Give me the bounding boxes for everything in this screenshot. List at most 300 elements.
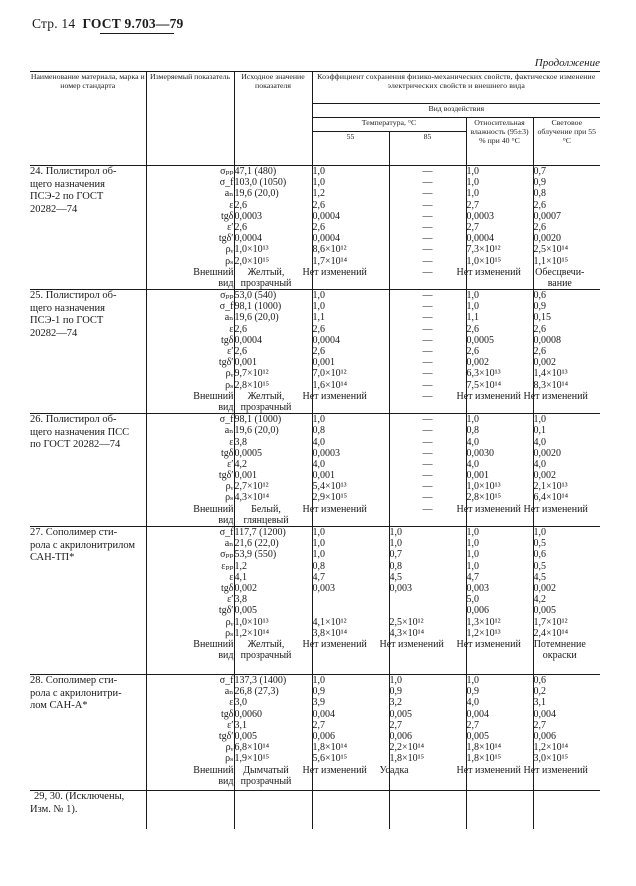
page-label: Стр. 14	[32, 16, 76, 31]
value-line: 1,1	[466, 312, 479, 324]
indicator-symbol: tgδ′	[218, 605, 234, 617]
value-line: 1,0	[466, 177, 479, 189]
empty-cell	[533, 791, 600, 829]
value-line: Обесцвечи-	[535, 266, 585, 278]
t85-value-cell	[379, 527, 466, 675]
col-header-exposure: Вид воздействия	[312, 104, 600, 118]
value-line: Белый,	[251, 503, 281, 515]
value-line: 2,8×10¹⁵	[234, 379, 270, 391]
value-line: 1,0×10¹³	[234, 244, 269, 256]
footnote-row	[30, 791, 600, 829]
value-line: 2,6	[466, 323, 479, 335]
light-value-cell	[533, 166, 600, 290]
indicator-symbol: Внешний	[193, 266, 234, 278]
value-line: 1,8×10¹⁴	[466, 742, 502, 754]
col-header-temperature: Температура, °C	[312, 118, 466, 132]
value-line: 0,003	[466, 582, 489, 594]
value-line: 0,0020	[533, 447, 561, 459]
value-line: —	[422, 357, 433, 369]
value-line: 2,6	[312, 346, 325, 357]
indicator-symbol: вид	[218, 514, 234, 526]
value-line: 2,6	[533, 221, 546, 233]
value-line	[390, 594, 466, 605]
value-line	[534, 776, 601, 787]
value-line: 1,0×10¹³	[234, 616, 269, 628]
material-name-line: щего назначения	[30, 302, 105, 314]
value-line: 0,8	[533, 188, 546, 200]
value-line: Желтый,	[247, 266, 285, 278]
indicator-symbol: tgδ	[221, 447, 234, 459]
indicator-symbol: σₚₚ	[220, 549, 234, 561]
value-line: 4,2	[234, 458, 247, 470]
value-line: 0,8	[312, 560, 325, 572]
value-line: —	[422, 244, 433, 256]
value-line	[313, 650, 389, 661]
value-line: 1,4×10¹³	[533, 368, 568, 380]
table-row	[30, 527, 600, 675]
value-line: —	[422, 199, 433, 211]
indicator-symbol: ρᵥ	[225, 244, 234, 256]
value-line: Нет изменений	[302, 764, 367, 776]
value-line: 4,0	[312, 458, 325, 470]
value-line: —	[422, 255, 433, 267]
indicator-symbol: Внешний	[193, 638, 234, 650]
indicator-symbol: ε′	[227, 346, 234, 357]
indicator-cell	[146, 166, 234, 290]
value-line: окраски	[542, 650, 577, 662]
value-line: Нет изменений	[302, 638, 367, 650]
value-line: Усадка	[379, 764, 409, 776]
value-line: 0,6	[533, 675, 546, 686]
indicator-symbol: εₚₚ	[221, 560, 234, 572]
value-line: 2,6	[234, 346, 247, 357]
value-line: 4,1	[234, 571, 247, 583]
value-line: Желтый,	[247, 390, 285, 402]
empty-cell	[312, 791, 389, 829]
value-line: 1,0	[466, 549, 479, 561]
value-line: 19,6 (20,0)	[234, 312, 279, 324]
indicator-symbol: ρᵥ	[225, 742, 234, 754]
value-line: 2,4×10¹⁴	[533, 627, 569, 639]
value-line: 2,6	[312, 221, 325, 233]
value-line: 0,0030	[466, 447, 494, 459]
value-line: 1,3×10¹²	[466, 616, 501, 628]
value-line: 1,0	[466, 166, 479, 177]
value-line: Нет изменений	[456, 390, 521, 402]
indicator-symbol: aₙ	[224, 686, 234, 698]
value-line: 0,0007	[533, 210, 561, 222]
value-line: —	[422, 481, 433, 493]
value-line: 0,005	[389, 708, 412, 720]
indicator-symbol: ρₛ	[225, 627, 234, 639]
value-line: 0,7	[533, 166, 546, 177]
value-line: 4,0	[466, 458, 479, 470]
initial-value-cell	[234, 675, 312, 791]
value-line: 3,9	[312, 697, 325, 709]
value-line: 0,0004	[312, 210, 340, 222]
indicator-symbol: tgδ′	[218, 470, 234, 482]
indicator-symbol: tgδ	[221, 582, 234, 594]
value-line: 0,1	[533, 425, 546, 437]
indicator-symbol: ρₛ	[225, 753, 234, 765]
value-line: 0,006	[466, 605, 489, 617]
value-line: 0,9	[312, 686, 325, 698]
value-line: 0,5	[533, 560, 546, 572]
col-header-material: Наименование материала, марка и номер стандарта	[30, 72, 146, 166]
value-line: 2,6	[234, 323, 247, 335]
value-line: 1,0	[466, 560, 479, 572]
value-line: —	[422, 346, 433, 357]
value-line: 1,9×10¹⁵	[234, 753, 270, 765]
value-line: 0,002	[234, 582, 257, 594]
value-line: 2,7	[389, 719, 402, 731]
continuation-label: Продолжение	[534, 57, 600, 69]
t85-value-cell	[389, 290, 466, 414]
indicator-symbol: tgδ	[221, 708, 234, 720]
value-line: 3,1	[533, 697, 546, 709]
material-name-line: рола с акрилонитри-	[30, 687, 122, 699]
value-line: 6,4×10¹⁴	[533, 492, 569, 504]
value-line: 1,0	[466, 301, 479, 313]
value-line: —	[422, 266, 433, 278]
value-line: 0,001	[312, 357, 335, 369]
value-line: 4,0	[533, 458, 546, 470]
value-line: 1,0	[389, 675, 402, 686]
material-name-line: 27. Сополимер сти-	[30, 527, 118, 538]
value-line: 3,1	[234, 719, 247, 731]
indicator-symbol: ε	[229, 436, 234, 448]
indicator-symbol: ρᵥ	[225, 616, 234, 628]
value-line: 4,1×10¹²	[312, 616, 347, 628]
indicator-symbol: σ_f	[219, 675, 234, 686]
value-line: 1,0	[312, 290, 325, 302]
table-row	[30, 675, 600, 791]
indicator-symbol: ε′	[227, 594, 234, 606]
value-line: 1,0	[312, 301, 325, 313]
value-line: 3,0	[234, 697, 247, 709]
value-line: 0,001	[466, 470, 489, 482]
value-line: 1,0	[389, 527, 402, 538]
value-line: 1,2×10¹³	[466, 627, 501, 639]
excluded-note-line: 29, 30. (Исключены,	[34, 791, 125, 802]
value-line: 1,0	[466, 675, 479, 686]
value-line: 2,0×10¹⁵	[234, 255, 270, 267]
t55-value-cell	[302, 290, 389, 414]
value-line: 2,6	[533, 323, 546, 335]
value-line: Дымчатый	[243, 764, 289, 776]
indicator-symbol: ε	[229, 571, 234, 583]
value-line: 2,6	[466, 346, 479, 357]
value-line: —	[422, 301, 433, 313]
indicator-symbol: ε′	[227, 719, 234, 731]
value-line: 6,3×10¹³	[466, 368, 501, 380]
value-line: —	[422, 425, 433, 437]
indicator-cell	[146, 675, 234, 791]
value-line: 103,0 (1050)	[234, 177, 287, 189]
value-line: 3,2	[389, 697, 402, 709]
value-line	[313, 402, 389, 413]
value-line	[467, 402, 533, 413]
value-line: 4,0	[466, 436, 479, 448]
value-line: 2,6	[234, 199, 247, 211]
light-value-cell	[523, 675, 600, 791]
value-line: 0,0003	[466, 210, 494, 222]
empty-cell	[234, 791, 312, 829]
value-line: 0,0004	[234, 334, 262, 346]
material-name-cell	[30, 675, 146, 791]
value-line: 0,9	[533, 177, 546, 189]
value-line: 0,006	[533, 730, 556, 742]
value-line: 1,7×10¹²	[533, 616, 568, 628]
value-line: 2,6	[312, 199, 325, 211]
value-line: прозрачный	[240, 775, 292, 787]
value-line: 0,0008	[533, 334, 561, 346]
material-name-line: по ГОСТ 20282—74	[30, 439, 121, 451]
value-line: 26,8 (27,3)	[234, 686, 279, 698]
value-line: 0,8	[312, 425, 325, 437]
material-name-line: лом САН-А*	[30, 700, 88, 711]
value-line: —	[422, 290, 433, 302]
value-line: 3,8×10¹⁴	[312, 627, 348, 639]
indicator-symbol: ε′	[227, 458, 234, 470]
value-line: 19,6 (20,0)	[234, 188, 279, 200]
empty-cell	[146, 791, 234, 829]
value-line: 0,8	[389, 560, 402, 572]
indicator-cell	[146, 290, 234, 414]
value-line: 0,0004	[234, 233, 262, 245]
value-line: 1,1	[312, 312, 325, 324]
indicator-symbol: ε′	[227, 221, 234, 233]
standard-number: ГОСТ 9.703—79	[82, 16, 184, 31]
value-line: 0,002	[533, 357, 556, 369]
value-line: —	[422, 503, 433, 515]
value-line: 0,7	[389, 549, 402, 561]
value-line: 1,2	[312, 188, 325, 200]
light-value-cell	[533, 527, 600, 675]
value-line: 2,2×10¹⁴	[389, 742, 425, 754]
value-line: —	[422, 210, 433, 222]
value-line: 47,1 (480)	[234, 166, 277, 177]
value-line: прозрачный	[240, 401, 292, 413]
value-line: 1,0	[533, 414, 546, 426]
value-line: 4,3×10¹⁴	[234, 492, 270, 504]
value-line: 0,0005	[466, 334, 494, 346]
t85-value-cell	[389, 166, 466, 290]
value-line: 0,6	[533, 549, 546, 561]
value-line	[313, 594, 389, 605]
value-line	[390, 650, 466, 661]
value-line: —	[422, 414, 433, 426]
t55-value-cell	[302, 527, 389, 675]
value-line: Нет изменений	[456, 503, 521, 515]
value-line: 2,8×10¹⁵	[466, 492, 502, 504]
value-line: 0,004	[466, 708, 489, 720]
indicator-symbol: ε	[229, 199, 234, 211]
value-line: 0,0004	[466, 233, 494, 245]
value-line: 1,0	[389, 538, 402, 550]
material-name-cell	[30, 166, 146, 290]
value-line: Нет изменений	[456, 638, 521, 650]
indicator-symbol: вид	[218, 277, 234, 289]
value-line: прозрачный	[240, 277, 292, 289]
value-line: 8,3×10¹⁴	[533, 379, 569, 391]
value-line: Нет изменений	[456, 266, 521, 278]
material-name-cell	[30, 414, 146, 527]
value-line: 0,005	[466, 730, 489, 742]
initial-value-cell	[234, 527, 312, 675]
value-line: Нет изменений	[456, 764, 521, 776]
material-name-line: рола с акрилонитрилом	[30, 539, 136, 551]
header-rule	[100, 33, 174, 34]
value-line: 0,003	[312, 582, 335, 594]
indicator-symbol: ε	[229, 323, 234, 335]
value-line: 0,005	[533, 605, 556, 617]
value-line: 1,0	[312, 549, 325, 561]
value-line: 2,6	[533, 199, 546, 211]
value-line: 0,6	[533, 290, 546, 302]
value-line	[390, 402, 466, 413]
value-line	[390, 776, 466, 787]
value-line: 0,0060	[234, 708, 262, 720]
value-line: 1,0	[533, 527, 546, 538]
value-line: 2,7	[533, 719, 546, 731]
material-name-line: щего назначения ПСС	[30, 426, 130, 438]
value-line: Нет изменений	[523, 390, 588, 402]
value-line: 0,0003	[234, 210, 262, 222]
value-line	[534, 515, 601, 526]
indicator-symbol: ρₛ	[225, 255, 234, 267]
value-line: 1,0	[466, 414, 479, 426]
t85-value-cell	[379, 675, 466, 791]
value-line: 4,0	[533, 436, 546, 448]
value-line: 7,3×10¹²	[466, 244, 501, 256]
table-row	[30, 166, 600, 290]
value-line: 0,001	[234, 470, 257, 482]
col-header-humidity: Относительная влажность (95±3) % при 40 °C	[466, 118, 533, 166]
value-line: 4,2	[533, 594, 546, 606]
value-line: —	[422, 188, 433, 200]
value-line: вание	[547, 277, 572, 289]
indicator-cell	[146, 414, 234, 527]
value-line: 5,0	[466, 594, 479, 606]
indicator-symbol: aₙ	[224, 538, 234, 550]
value-line: 98,1 (1000)	[234, 301, 282, 313]
properties-table	[30, 71, 600, 829]
value-line	[390, 515, 466, 526]
value-line: 4,0	[312, 436, 325, 448]
value-line: 117,7 (1200)	[234, 527, 286, 538]
value-line: 7,5×10¹⁴	[466, 379, 502, 391]
light-value-cell	[523, 290, 600, 414]
indicator-symbol: вид	[218, 401, 234, 413]
value-line: —	[422, 390, 433, 402]
value-line: 8,6×10¹²	[312, 244, 347, 256]
value-line: 2,7×10¹²	[234, 481, 269, 493]
t55-value-cell	[302, 414, 389, 527]
value-line: —	[422, 470, 433, 482]
value-line: 19,6 (20,0)	[234, 425, 279, 437]
value-line: 0,0004	[312, 233, 340, 245]
light-value-cell	[523, 414, 600, 527]
indicator-symbol: aₙ	[224, 312, 234, 324]
value-line: 1,6×10¹⁴	[312, 379, 348, 391]
indicator-symbol: вид	[218, 650, 234, 662]
value-line: глянцевый	[243, 514, 289, 526]
value-line: 53,9 (550)	[234, 549, 277, 561]
value-line: 1,0	[312, 414, 325, 426]
value-line: —	[422, 221, 433, 233]
value-line: 1,0	[312, 177, 325, 189]
value-line: 2,7	[466, 719, 479, 731]
value-line	[313, 605, 389, 616]
value-line	[313, 776, 389, 787]
material-name-line: 25. Полистирол об-	[30, 290, 117, 302]
indicator-symbol: σ_f	[219, 414, 234, 426]
material-name-line: ПСЭ-2 по ГОСТ	[30, 191, 104, 202]
value-line: 1,0	[312, 527, 325, 538]
value-line: 98,1 (1000)	[234, 414, 282, 426]
indicator-symbol: σ_f	[219, 301, 234, 313]
value-line: 1,8×10¹⁴	[312, 742, 348, 754]
value-line: 137,3 (1400)	[234, 675, 287, 686]
value-line: 21,6 (22,0)	[234, 538, 279, 550]
value-line: 1,0	[466, 188, 479, 200]
col-header-t55: 55	[312, 132, 389, 166]
value-line: —	[422, 436, 433, 448]
value-line	[534, 402, 601, 413]
value-line: 1,0	[466, 538, 479, 550]
value-line: Желтый,	[247, 638, 285, 650]
table-row	[30, 290, 600, 414]
value-line: 4,7	[466, 571, 479, 583]
value-line: —	[422, 458, 433, 470]
value-line: 1,2×10¹⁴	[533, 742, 569, 754]
value-line: —	[422, 233, 433, 245]
value-line: 2,7	[312, 719, 325, 731]
value-line: 4,7	[312, 571, 325, 583]
value-line: 1,2×10¹⁴	[234, 627, 270, 639]
value-line: 2,1×10¹³	[533, 481, 568, 493]
value-line: 4,5	[389, 571, 402, 583]
indicator-symbol: ε	[229, 697, 234, 709]
value-line: 0,003	[389, 582, 412, 594]
excluded-note-line: Изм. № 1).	[30, 803, 78, 815]
value-line: 3,8	[234, 436, 247, 448]
value-line: 1,0	[466, 527, 479, 538]
indicator-symbol: Внешний	[193, 503, 234, 515]
value-line: 1,0	[312, 166, 325, 177]
value-line: 1,8×10¹⁵	[466, 753, 502, 765]
value-line: 0,8	[466, 425, 479, 437]
indicator-symbol: aₙ	[224, 425, 234, 437]
value-line: 2,5×10¹⁴	[533, 244, 569, 256]
material-name-cell	[30, 290, 146, 414]
indicator-symbol: σ_f	[219, 177, 234, 189]
indicator-symbol: tgδ′	[218, 233, 234, 245]
value-line: 0,001	[234, 357, 257, 369]
value-line: 1,1×10¹⁵	[533, 255, 569, 267]
empty-cell	[466, 791, 533, 829]
value-line: 2,5×10¹²	[389, 616, 424, 628]
t85-value-cell	[389, 414, 466, 527]
value-line: 4,0	[466, 697, 479, 709]
value-line: Потемнение	[533, 638, 586, 650]
value-line: 0,002	[533, 582, 556, 594]
material-name-line: 20282—74	[30, 327, 78, 339]
material-name-cell	[30, 527, 146, 675]
value-line: —	[422, 323, 433, 335]
initial-value-cell	[234, 166, 312, 290]
